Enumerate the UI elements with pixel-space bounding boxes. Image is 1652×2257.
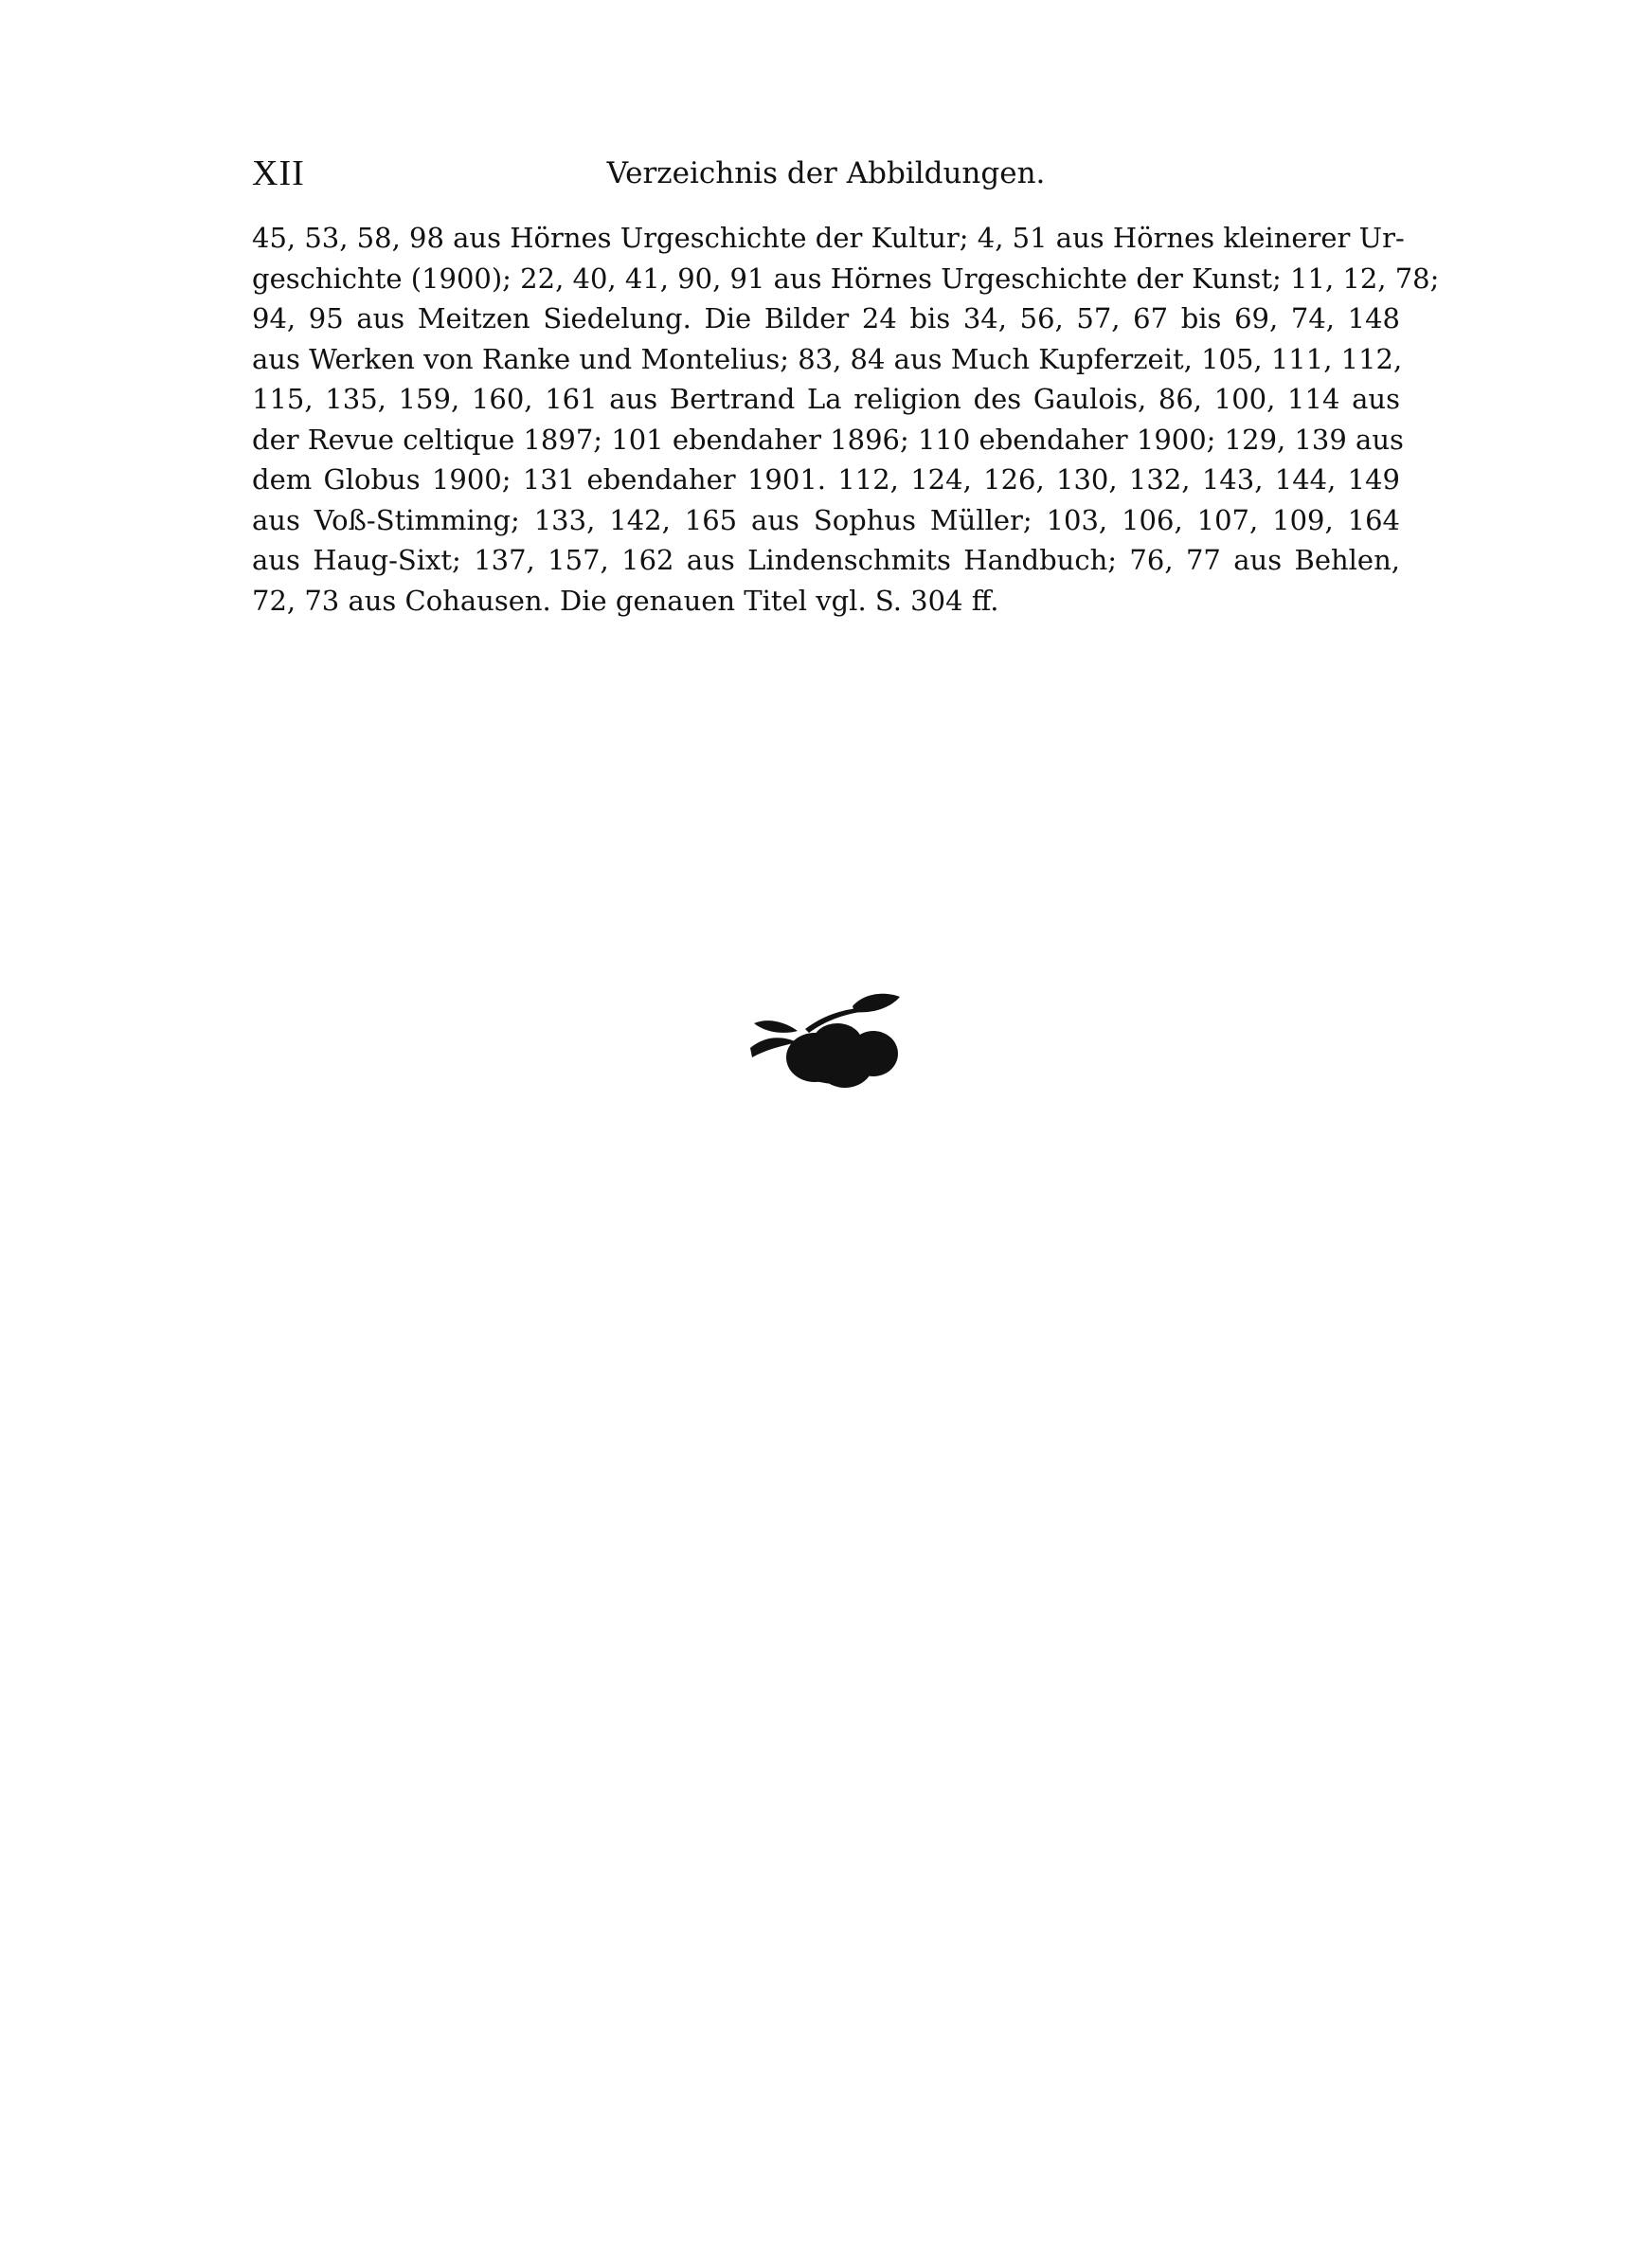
body-paragraph — [252, 218, 1440, 621]
text-line: aus Werken von Ranke und Montelius; 83, 84 aus Much Kupferzeit, 105, 111, 112, — [252, 342, 1403, 375]
leaf-sprig-icon — [746, 989, 907, 1092]
text-line: 45, 53, 58, 98 aus Hörnes Urgeschichte der Kultur; 4, 51 aus Hörnes kleinerer Ur- — [252, 222, 1405, 254]
text-line: aus Haug-Sixt; 137, 157, 162 aus Lindenschmits Handbuch; 76, 77 aus Behlen, — [252, 544, 1400, 576]
text-line: der Revue celtique 1897; 101 ebendaher 1896; 110 ebendaher 1900; 129, 139 aus — [252, 423, 1404, 456]
text-line: 115, 135, 159, 160, 161 aus Bertrand La religion des Gaulois, 86, 100, 114 aus — [252, 383, 1400, 415]
running-head — [252, 150, 1400, 197]
text-line: geschichte (1900); 22, 40, 41, 90, 91 aus Hörnes Urgeschichte der Kunst; 11, 12, 78; — [252, 262, 1440, 295]
text-line: dem Globus 1900; 131 ebendaher 1901. 112, 124, 126, 130, 132, 143, 144, 149 — [252, 463, 1400, 496]
text-line: aus Voß-Stimming; 133, 142, 165 aus Sophus Müller; 103, 106, 107, 109, 164 — [252, 503, 1400, 536]
page-number: XII — [252, 153, 305, 193]
text-line: 72, 73 aus Cohausen. Die genauen Titel vgl. S. 304 ff. — [252, 584, 999, 617]
running-title: Verzeichnis der Abbildungen. — [606, 156, 1046, 190]
text-line: 94, 95 aus Meitzen Siedelung. Die Bilder 24 bis 34, 56, 57, 67 bis 69, 74, 148 — [252, 302, 1400, 334]
